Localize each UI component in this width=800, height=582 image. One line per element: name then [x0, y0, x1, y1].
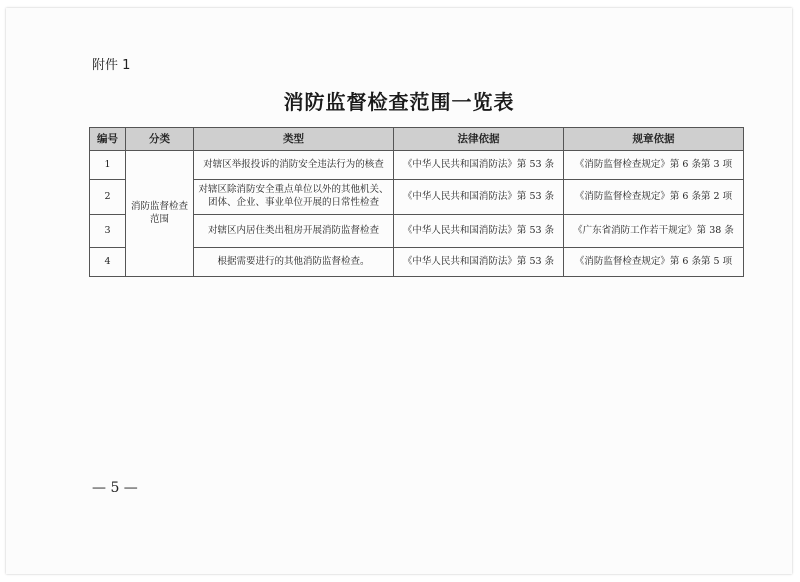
inspection-scope-table — [89, 127, 744, 277]
row-type: 对辖区内居住类出租房开展消防监督检查 — [194, 215, 394, 248]
row-number: 1 — [90, 151, 126, 180]
row-regulation-basis: 《消防监督检查规定》第 6 条第 2 项 — [564, 180, 744, 215]
header-regulation-basis: 规章依据 — [564, 128, 744, 151]
header-type: 类型 — [194, 128, 394, 151]
attachment-label: 附件 1 — [92, 58, 131, 73]
row-legal-basis: 《中华人民共和国消防法》第 53 条 — [394, 180, 564, 215]
row-regulation-basis: 《消防监督检查规定》第 6 条第 3 项 — [564, 151, 744, 180]
header-number: 编号 — [90, 128, 126, 151]
row-legal-basis: 《中华人民共和国消防法》第 53 条 — [394, 151, 564, 180]
row-number: 4 — [90, 248, 126, 277]
row-type: 对辖区举报投诉的消防安全违法行为的核查 — [194, 151, 394, 180]
row-type: 对辖区除消防安全重点单位以外的其他机关、团体、企业、事业单位开展的日常性检查 — [194, 180, 394, 215]
table-header-row — [90, 128, 744, 151]
row-type: 根据需要进行的其他消防监督检查。 — [194, 248, 394, 277]
row-number: 2 — [90, 180, 126, 215]
row-regulation-basis: 《广东省消防工作若干规定》第 38 条 — [564, 215, 744, 248]
document-page — [6, 8, 792, 574]
header-category: 分类 — [126, 128, 194, 151]
row-legal-basis: 《中华人民共和国消防法》第 53 条 — [394, 215, 564, 248]
row-legal-basis: 《中华人民共和国消防法》第 53 条 — [394, 248, 564, 277]
table-row — [90, 151, 744, 180]
row-number: 3 — [90, 215, 126, 248]
page-title: 消防监督检查范围一览表 — [283, 90, 515, 114]
page-number: — 5 — — [92, 480, 138, 496]
header-legal-basis: 法律依据 — [394, 128, 564, 151]
category-cell: 消防监督检查范围 — [126, 151, 194, 277]
row-regulation-basis: 《消防监督检查规定》第 6 条第 5 项 — [564, 248, 744, 277]
